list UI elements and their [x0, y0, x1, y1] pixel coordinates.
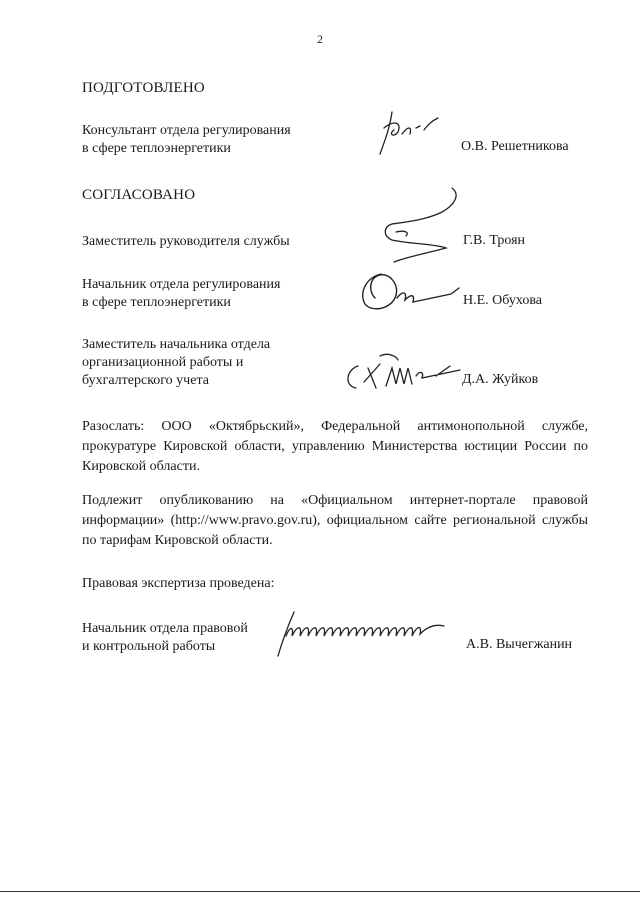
prepared-position-line2: в сфере теплоэнергетики [82, 141, 231, 156]
signature-troyan [370, 182, 470, 268]
signer-zhuikov-position-line3: бухгалтерского учета [82, 373, 209, 388]
legal-review-position-line1: Начальник отдела правовой [82, 621, 248, 636]
signature-reshetnikova [372, 104, 442, 160]
signature-zhuikov [340, 352, 466, 398]
prepared-position-line1: Консультант отдела регулирования [82, 123, 291, 138]
legal-review-position-line2: и контрольной работы [82, 639, 216, 654]
page-number: 2 [317, 32, 323, 46]
signature-vychegzhanin [272, 606, 462, 660]
agreed-heading: СОГЛАСОВАНО [82, 187, 196, 203]
prepared-position [82, 122, 291, 158]
legal-review-statement: Правовая экспертиза проведена: [82, 576, 275, 591]
signer-zhuikov-name: Д.А. Жуйков [462, 372, 539, 387]
signer-zhuikov-position-line2: организационной работы и [82, 355, 244, 370]
signer-troyan-position-line1: Заместитель руководителя службы [82, 234, 290, 249]
legal-review-name: А.В. Вычегжанин [466, 637, 573, 652]
signer-obukhova-position-line1: Начальник отдела регулирования [82, 277, 281, 292]
publication-paragraph: Подлежит опубликованию на «Официальном интернет-портале правовой информации» (http://www.pravo.gov.ru), официальном сайте региональной службы по тарифам Кировской области. [82, 493, 588, 548]
footer-divider [0, 891, 640, 892]
signer-obukhova-position [82, 276, 280, 312]
signer-troyan-position [82, 233, 290, 251]
signer-troyan-name: Г.В. Троян [463, 233, 526, 248]
signature-obukhova [355, 264, 465, 316]
signer-zhuikov-position [82, 336, 270, 390]
legal-review-position [82, 620, 248, 656]
signer-zhuikov-position-line1: Заместитель начальника отдела [82, 337, 271, 352]
distribution-paragraph: Разослать: ООО «Октябрьский», Федеральной антимонопольной службе, прокуратуре Кировской области, управлению Министерства юстиции России по Кировской области. [82, 419, 588, 474]
prepared-heading: ПОДГОТОВЛЕНО [82, 80, 205, 96]
signer-obukhova-name: Н.Е. Обухова [463, 293, 542, 308]
signer-obukhova-position-line2: в сфере теплоэнергетики [82, 295, 231, 310]
prepared-name: О.В. Решетникова [461, 139, 569, 154]
